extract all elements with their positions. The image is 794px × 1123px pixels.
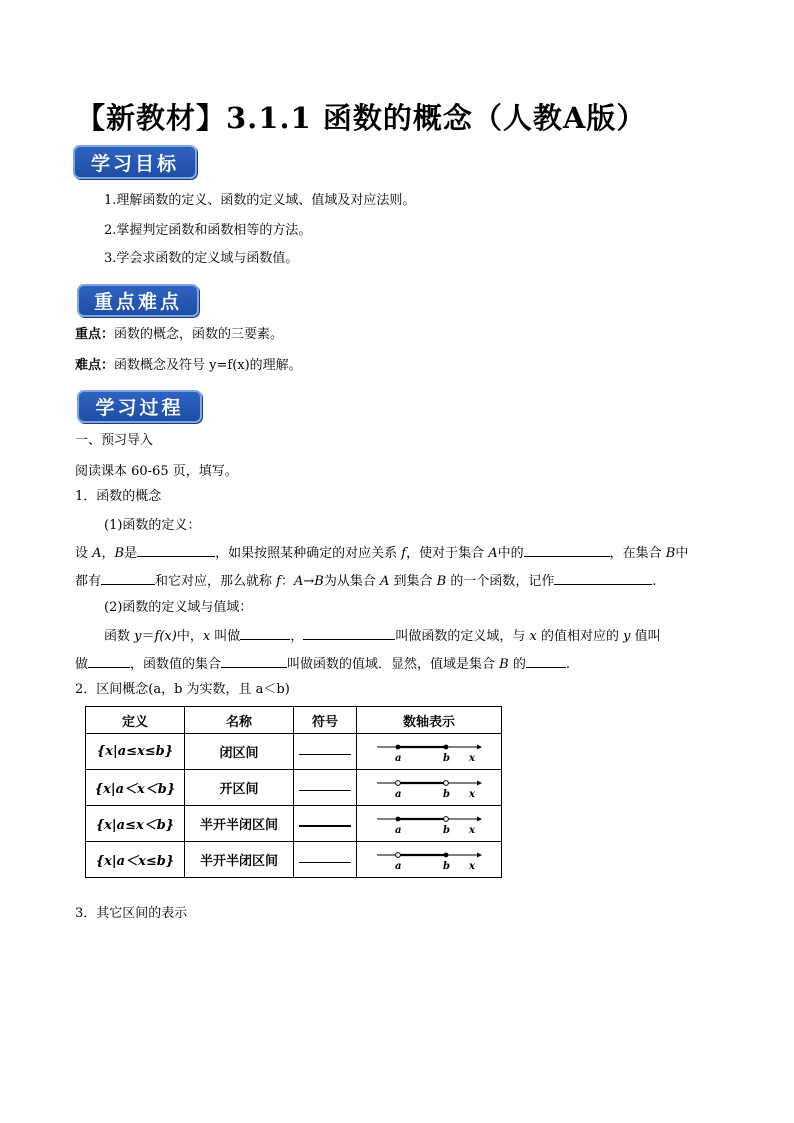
interval-table [85,706,502,878]
axis-label-x: x [469,752,475,764]
goal-item-1: 1.理解函数的定义、函数的定义域、值域及对应法则。 [104,193,416,208]
section-badge-process: 学习过程 [77,390,202,423]
reading-instruction: 阅读课本 60-65 页，填写。 [75,464,238,479]
interval-symbol-blank [294,842,357,878]
table-row [86,770,502,806]
number-line-open [373,775,485,801]
interval-name: 闭区间 [185,734,294,770]
axis-label-a: a [395,860,402,872]
closed-endpoint-b [444,744,449,749]
preview-heading: 一、预习导入 [75,433,154,448]
open-endpoint-a [396,780,401,785]
item-interval-concept: 2．区间概念(a，b 为实数，且 a＜b) [75,682,290,697]
axis-label-b: b [443,860,450,872]
table-header: 名称 [185,707,294,734]
number-line [357,806,502,842]
closed-endpoint-a [396,816,401,821]
blank-subset [526,654,566,668]
axis-label-x: x [469,788,475,800]
interval-name: 半开半闭区间 [185,806,294,842]
axis-label-x: x [469,860,475,872]
definition-line-1: 设 A，B是 ，如果按照某种确定的对应关系 f，使对于集合 A中的 ，在集合 B中 [75,543,688,563]
blank-notation [554,571,652,585]
difficult-point [75,357,302,375]
table-header: 数轴表示 [357,707,502,734]
number-line-left-closed [373,811,485,837]
table-header: 符号 [294,707,357,734]
sub-definition: (1)函数的定义： [104,518,201,533]
open-endpoint-b [444,816,449,821]
number-line-right-closed [373,847,485,873]
table-header: 定义 [86,707,185,734]
axis-label-a: a [395,788,402,800]
interval-definition: {x|a＜x＜b} [86,770,185,806]
interval-name: 开区间 [185,770,294,806]
number-line [357,770,502,806]
interval-symbol-blank [294,734,357,770]
item-other-intervals: 3．其它区间的表示 [75,906,188,921]
interval-definition: {x|a≤x＜b} [86,806,185,842]
open-endpoint-a [396,852,401,857]
open-endpoint-b [444,780,449,785]
interval-definition: {x|a≤x≤b} [86,734,185,770]
goal-item-2: 2.掌握判定函数和函数相等的方法。 [104,223,312,238]
difficult-point-text: 函数概念及符号 y=f(x)的理解。 [114,358,302,373]
item-function-concept: 1．函数的概念 [75,489,162,504]
key-point [75,326,283,344]
interval-name: 半开半闭区间 [185,842,294,878]
page-title: 【新教材】3.1.1 函数的概念（人教A版） [76,101,647,135]
table-row [86,842,502,878]
goal-item-3: 3.学会求函数的定义域与函数值。 [104,251,299,266]
blank-unique [101,571,155,585]
key-point-label: 重点： [75,327,115,342]
axis-label-a: a [395,824,402,836]
blank-sets [137,543,215,557]
axis-label-b: b [443,824,450,836]
closed-endpoint-b [444,852,449,857]
axis-label-a: a [395,752,402,764]
table-header-row [86,707,502,734]
number-line-closed [373,739,485,765]
key-point-text: 函数的概念，函数的三要素。 [114,327,284,342]
blank-independent-var [240,626,290,640]
blank-function-value [88,654,130,668]
closed-endpoint-a [396,744,401,749]
number-line [357,734,502,770]
axis-label-b: b [443,752,450,764]
interval-definition: {x|a＜x≤b} [86,842,185,878]
section-badge-keypoints: 重点难点 [77,284,199,317]
number-line [357,842,502,878]
interval-symbol-blank [294,806,357,842]
axis-label-x: x [469,824,475,836]
table-row [86,734,502,770]
blank-value-set [221,654,287,668]
difficult-point-label: 难点： [75,358,115,373]
axis-label-b: b [443,788,450,800]
definition-line-2: 都有 和它对应，那么就称 f：A→B为从集合 A 到集合 B 的一个函数，记作 . [75,571,656,591]
section-badge-goals: 学习目标 [73,145,197,179]
sub-domain-range: (2)函数的定义域与值域： [104,600,253,615]
domain-line-2: 做 ，函数值的集合 叫做函数的值域．显然，值域是集合 B 的 . [75,654,570,674]
blank-element [524,543,610,557]
blank-domain [303,626,395,640]
domain-line-1: 函数 y＝f(x)中，x 叫做 ， 叫做函数的定义域，与 x 的值相对应的 y 值叫 [104,626,661,646]
interval-symbol-blank [294,770,357,806]
table-row [86,806,502,842]
